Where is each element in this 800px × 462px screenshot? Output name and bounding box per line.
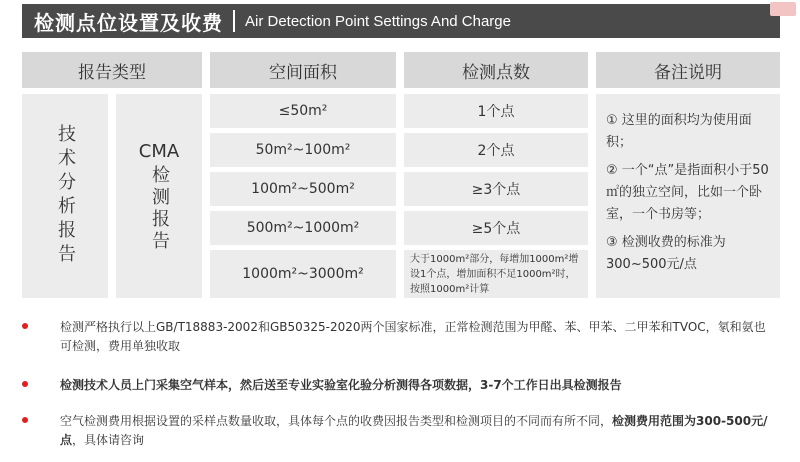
bullet-dot-icon — [22, 417, 28, 423]
bullet-highlight: 检测费用范围为300-500元/点 — [60, 414, 768, 447]
bullet-text: 空气检测费用根据设置的采样点数量收取，具体每个点的收费因报告类型和检测项目的不同而有所不同， — [60, 414, 613, 428]
points-cell-note: 大于1000m²部分，每增加1000m²增设1个点，增加面积不足1000m²时，按照1000m²计算 — [404, 250, 588, 298]
report-type-text: 技术分析报告 — [55, 124, 76, 268]
note-item: ② 一个“点”是指面积小于50㎡的独立空间，比如一个卧室，一个书房等； — [606, 163, 769, 222]
bullet-text-group — [22, 412, 772, 450]
points-cell: ≥3个点 — [404, 172, 588, 206]
bullet-dot-icon — [22, 323, 28, 329]
points-cell: 1个点 — [404, 94, 588, 128]
area-cell: 100m²~500m² — [210, 172, 396, 206]
notes-cell — [596, 94, 780, 298]
bullet-item — [22, 318, 772, 356]
bullet-text: 检测技术人员上门采集空气样本，然后送至专业实验室化验分析测得各项数据，3-7个工作日出具检测报告 — [60, 378, 622, 392]
cma-label: CMA — [138, 141, 180, 162]
points-cell: ≥5个点 — [404, 211, 588, 245]
banner-title-en: Air Detection Point Settings And Charge — [245, 12, 511, 30]
banner-divider — [233, 10, 235, 32]
bullet-dot-icon — [22, 381, 28, 387]
bullet-text: ，具体请咨询 — [72, 433, 145, 447]
header-area: 空间面积 — [210, 52, 396, 88]
corner-logo-icon — [770, 2, 796, 16]
header-points: 检测点数 — [404, 52, 588, 88]
header-notes: 备注说明 — [596, 52, 780, 88]
bullet-text: 检测严格执行以上GB/T18883-2002和GB50325-2020两个国家标准，正常检测范围为甲醛、苯、甲苯、二甲苯和TVOC，氡和氨也可检测，费用单独收取 — [60, 320, 766, 353]
points-cell: 2个点 — [404, 133, 588, 167]
cma-sub-label: 检测报告 — [149, 165, 170, 253]
area-cell: 1000m²~3000m² — [210, 250, 396, 298]
note-item: ③ 检测收费的标准为300~500元/点 — [606, 235, 726, 272]
header-report-type: 报告类型 — [22, 52, 202, 88]
area-cell: ≤50m² — [210, 94, 396, 128]
bullet-item — [22, 376, 772, 395]
report-type-cell — [22, 94, 108, 298]
title-banner — [22, 4, 780, 38]
area-cell: 50m²~100m² — [210, 133, 396, 167]
cma-cell — [116, 94, 202, 298]
note-item: ① 这里的面积均为使用面积； — [606, 113, 752, 150]
area-cell: 500m²~1000m² — [210, 211, 396, 245]
banner-title-cn: 检测点位设置及收费 — [34, 10, 223, 35]
bullet-item — [22, 412, 772, 450]
